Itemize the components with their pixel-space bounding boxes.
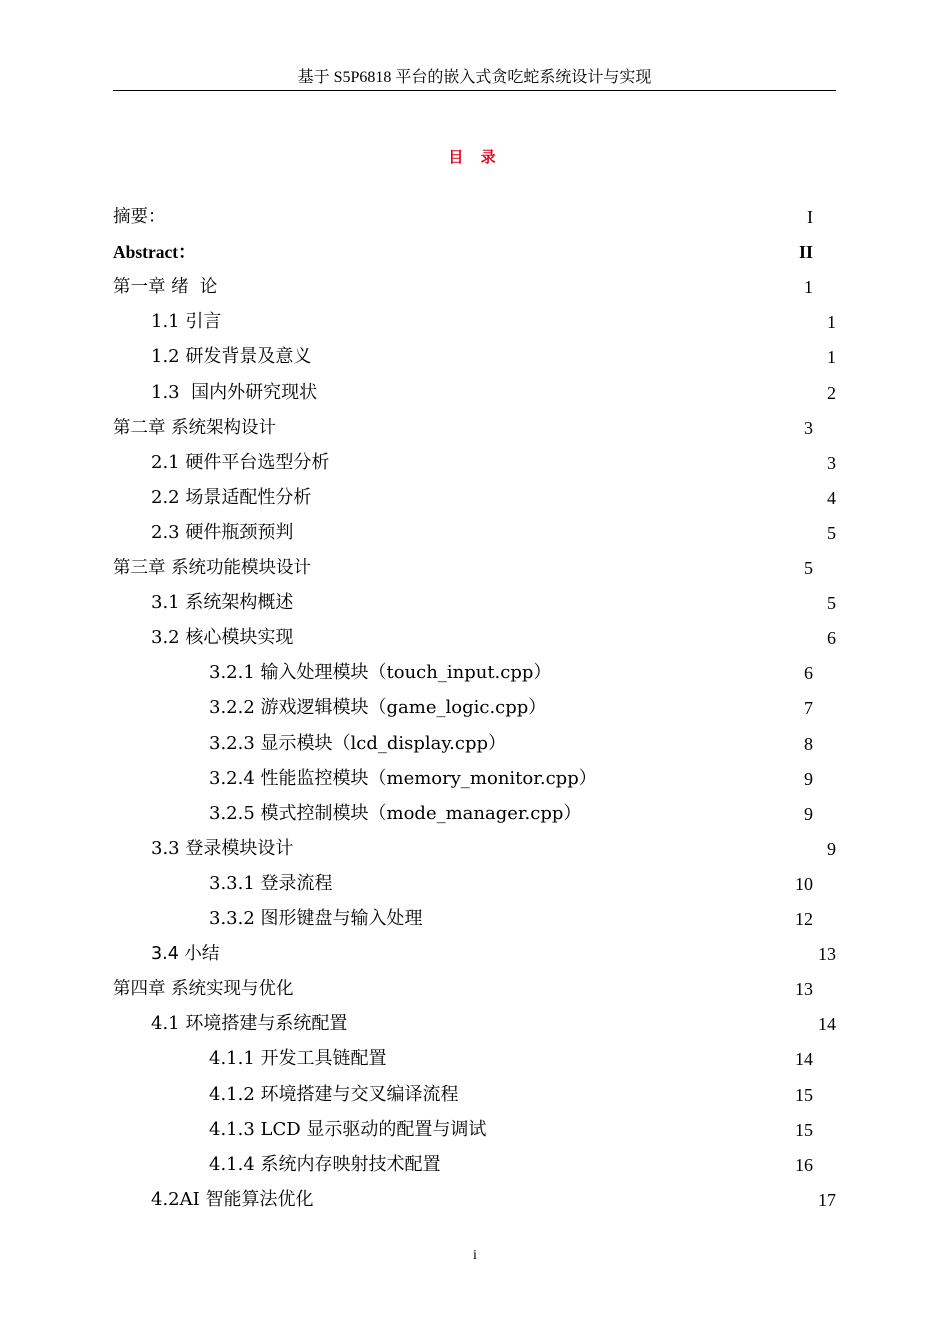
- toc-entry-label: 第一章 绪 论: [113, 277, 218, 298]
- toc-entry[interactable]: [0, 976, 950, 1002]
- toc-entry-page-number: 10: [795, 873, 813, 894]
- toc-entry-label: 3.2.4 性能监控模块（memory_monitor.cpp）: [209, 767, 597, 789]
- toc-entry[interactable]: [0, 1187, 950, 1213]
- toc-entry-page-number: 14: [795, 1049, 813, 1070]
- toc-entry-page-number: 16: [795, 1154, 813, 1175]
- toc-entry-page-number: 5: [827, 522, 836, 543]
- toc-entry-label: 3.2.2 游戏逻辑模块（game_logic.cpp）: [209, 697, 547, 719]
- toc-entry-page-number: 5: [804, 558, 813, 578]
- toc-entry-page-number: 8: [804, 733, 813, 754]
- toc-entry[interactable]: [0, 1117, 950, 1143]
- toc-entry-page-number: 1: [804, 277, 813, 298]
- toc-entry-page-number: 9: [804, 768, 813, 789]
- toc-entry-label: 第三章 系统功能模块设计: [113, 558, 312, 578]
- toc-entry-page-number: 5: [827, 593, 836, 614]
- toc-entry[interactable]: [0, 274, 950, 300]
- toc-entry-label: 3.1 系统架构概述: [151, 592, 294, 614]
- toc-title: 目 录: [448, 148, 502, 166]
- toc-entry-label: 4.1 环境搭建与系统配置: [151, 1013, 348, 1035]
- toc-entry-label: 第四章 系统实现与优化: [113, 979, 294, 1000]
- toc-entry-page-number: 3: [827, 452, 836, 473]
- toc-entry-page-number: 7: [804, 698, 813, 719]
- toc-entry[interactable]: [0, 555, 950, 581]
- toc-entry-page-number: 17: [818, 1189, 836, 1210]
- toc-entry-label: 1.2 研发背景及意义: [151, 346, 312, 368]
- toc-entry[interactable]: [0, 415, 950, 441]
- toc-entry[interactable]: [0, 590, 950, 616]
- toc-entry-label: 2.3 硬件瓶颈预判: [151, 521, 294, 543]
- toc-entry[interactable]: [0, 941, 950, 967]
- toc-entry[interactable]: [0, 906, 950, 932]
- toc-entry-page-number: 15: [795, 1084, 813, 1105]
- toc-entry[interactable]: [0, 204, 950, 230]
- toc-entry-label: 4.1.1 开发工具链配置: [209, 1048, 387, 1070]
- toc-entry[interactable]: [0, 801, 950, 827]
- toc-entry[interactable]: [0, 239, 950, 265]
- toc-entry-label: 4.1.3 LCD 显示驱动的配置与调试: [209, 1118, 487, 1140]
- toc-entry-page-number: 1: [827, 312, 836, 333]
- toc-entry-label: 3.2.5 模式控制模块（mode_manager.cpp）: [209, 802, 582, 824]
- toc-entry-label: 3.2 核心模块实现: [151, 627, 294, 649]
- toc-entry-label: 3.2.1 输入处理模块（touch_input.cpp）: [209, 662, 552, 684]
- toc-entry[interactable]: [0, 1046, 950, 1072]
- toc-entry-page-number: 9: [804, 803, 813, 824]
- toc-entry[interactable]: [0, 660, 950, 686]
- toc-entry-label: 1.3 国内外研究现状: [151, 381, 318, 403]
- toc-entry-label: 3.3.1 登录流程: [209, 872, 333, 894]
- toc-entry[interactable]: [0, 871, 950, 897]
- toc-entry[interactable]: [0, 520, 950, 546]
- toc-entry[interactable]: [0, 695, 950, 721]
- toc-entry-label: 3.4 小结: [151, 944, 220, 965]
- toc-entry-label: 4.2AI 智能算法优化: [151, 1188, 314, 1210]
- toc-entry-page-number: 13: [818, 944, 836, 965]
- toc-entry-page-number: 6: [804, 663, 813, 684]
- toc-entry-page-number: 12: [795, 909, 813, 929]
- toc-entry-page-number: II: [798, 242, 813, 263]
- toc-entry-label: 2.1 硬件平台选型分析: [151, 451, 330, 473]
- toc-entry-label: 1.1 引言: [151, 311, 222, 333]
- toc-entry[interactable]: [0, 731, 950, 757]
- toc-entry[interactable]: [0, 485, 950, 511]
- page-number: i: [473, 1248, 477, 1263]
- toc-entry-label: 4.1.4 系统内存映射技术配置: [209, 1153, 441, 1175]
- toc-entry-label: 3.2.3 显示模块（lcd_display.cpp）: [209, 732, 507, 754]
- toc-entry[interactable]: [0, 380, 950, 406]
- toc-entry-label: 2.2 场景适配性分析: [151, 486, 312, 508]
- toc-entry-page-number: 9: [827, 838, 836, 859]
- toc-entry[interactable]: [0, 836, 950, 862]
- toc-entry[interactable]: [0, 309, 950, 335]
- toc-entry-page-number: 6: [827, 628, 836, 649]
- toc-entry-label: Abstract：: [113, 242, 196, 263]
- toc-entry-page-number: 1: [827, 347, 836, 368]
- toc-entry-label: 第二章 系统架构设计: [113, 417, 277, 438]
- toc-entry[interactable]: [0, 1011, 950, 1037]
- toc-entry[interactable]: [0, 766, 950, 792]
- toc-entry[interactable]: [0, 1082, 950, 1108]
- running-header: 基于 S5P6818 平台的嵌入式贪吃蛇系统设计与实现: [297, 69, 652, 86]
- toc-entry-page-number: 13: [795, 979, 813, 1000]
- toc-entry-label: 摘要：: [113, 207, 166, 227]
- toc-entry-label: 3.3 登录模块设计: [151, 837, 294, 859]
- toc-entry-page-number: 3: [804, 417, 813, 438]
- toc-entry[interactable]: [0, 450, 950, 476]
- toc-entry-page-number: 2: [827, 382, 836, 403]
- toc-entry-page-number: 4: [827, 487, 836, 508]
- toc-entry-label: 4.1.2 环境搭建与交叉编译流程: [209, 1083, 459, 1105]
- toc-entry-page-number: 15: [795, 1119, 813, 1140]
- toc-entry[interactable]: [0, 344, 950, 370]
- toc-entry[interactable]: [0, 1152, 950, 1178]
- header-rule: [113, 90, 836, 91]
- toc-entry[interactable]: [0, 625, 950, 651]
- toc-entry-label: 3.3.2 图形键盘与输入处理: [209, 908, 423, 929]
- toc-entry-page-number: I: [807, 207, 813, 227]
- toc-entry-page-number: 14: [818, 1014, 836, 1035]
